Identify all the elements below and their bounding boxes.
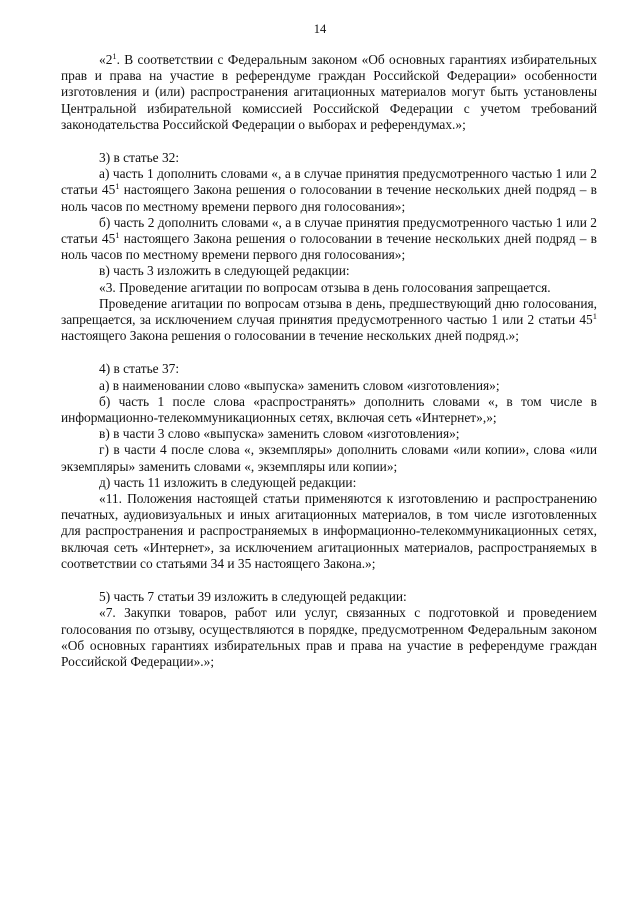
paragraph-text: 3) в статье 32: [99, 150, 180, 166]
paragraph-text: в) часть 3 изложить в следующей редакции: [99, 263, 350, 279]
paragraph-text: «3. Проведение агитации по вопросам отзыва в день голосования запрещается. [99, 279, 551, 295]
superscript: 1 [115, 230, 120, 241]
paragraph-text: . В соответствии с Федеральным законом «Об основных гарантиях избирательных прав и права на участие в референдуме граждан Российской Федерации» особенности изготовления и (или) распространения агитационных материалов могут быть установлены Центральной избирательной комиссией Российской Федерации с учетом требований законодательства Российской Федерации о выборах и референдумах.»; [61, 52, 597, 132]
paragraph [61, 605, 597, 670]
paragraph-text: б) часть 1 после слова «распространять» дополнить словами «, в том числе в информационно-телекоммуникационных сетях, включая сеть «Интернет»,»; [61, 393, 597, 426]
paragraph [61, 426, 597, 442]
paragraph-text: в) в части 3 слово «выпуска» заменить словом «изготовления»; [99, 426, 460, 442]
paragraph-text: Проведение агитации по вопросам отзыва в день, предшествующий дню голосования, запрещается, за исключением случая принятия предусмотренного частью 1 или 2 статьи 45 [61, 295, 597, 328]
paragraph-text: настоящего Закона решения о голосовании в течение нескольких дней подряд – в ноль часов по местному времени первого дня голосования»; [61, 182, 597, 214]
paragraph-text: г) в части 4 после слова «, экземпляры» дополнить словами «или копии», слова «или экземпляры» заменить словами «, экземпляры или копии»; [61, 442, 597, 474]
superscript: 1 [115, 181, 120, 192]
superscript: 1 [592, 311, 597, 322]
page-number: 14 [313, 22, 327, 36]
paragraph-text: 4) в статье 37: [99, 361, 180, 377]
paragraph-text: настоящего Закона решения о голосовании в течение нескольких дней подряд.»; [61, 328, 519, 344]
paragraph [61, 215, 597, 264]
superscript: 1 [112, 51, 117, 61]
paragraph [61, 150, 597, 166]
paragraph-text: «7. Закупки товаров, работ или услуг, связанных с подготовкой и проведением голосования по отзыву, осуществляются в порядке, предусмотренном Федеральным законом «Об основных гарантиях избирательных прав и права на участие в референдуме граждан Российской Федерации».»; [61, 605, 597, 669]
document-body [61, 52, 597, 670]
paragraph [61, 491, 597, 572]
paragraph-text: настоящего Закона решения о голосовании в течение нескольких дней подряд – в ноль часов по местному времени первого дня голосования»; [61, 231, 597, 263]
paragraph-text: а) в наименовании слово «выпуска» заменить словом «изготовления»; [99, 377, 500, 393]
paragraph-text: «11. Положения настоящей статьи применяются к изготовлению и распространению печатных, аудиовизуальных и иных агитационных материалов, в том числе изготовленных для распространения и распространяемых в информационно-телекоммуникационных сетях, включая сеть «Интернет», за исключением агитационных материалов, распространяемых в соответствии со статьями 34 и 35 настоящего Закона.»; [61, 491, 597, 571]
paragraph-text: д) часть 11 изложить в следующей редакции: [99, 474, 357, 490]
paragraph-text: 5) часть 7 статьи 39 изложить в следующей редакции: [99, 589, 407, 605]
paragraph [61, 296, 597, 345]
paragraph [61, 475, 597, 491]
paragraph [61, 280, 597, 296]
paragraph [61, 589, 597, 605]
paragraph [61, 378, 597, 394]
paragraph [61, 361, 597, 377]
paragraph-gap [61, 572, 597, 589]
paragraph-text: б) часть 2 дополнить словами «, а в случае принятия предусмотренного частью 1 или 2 статьи 45 [61, 214, 597, 247]
paragraph-text: а) часть 1 дополнить словами «, а в случае принятия предусмотренного частью 1 или 2 статьи 45 [61, 166, 597, 198]
paragraph [61, 52, 597, 133]
paragraph-gap [61, 133, 597, 150]
paragraph [61, 442, 597, 474]
paragraph [61, 394, 597, 426]
paragraph [61, 166, 597, 215]
paragraph [61, 263, 597, 279]
paragraph-text: «2 [99, 52, 113, 67]
paragraph-gap [61, 344, 597, 361]
